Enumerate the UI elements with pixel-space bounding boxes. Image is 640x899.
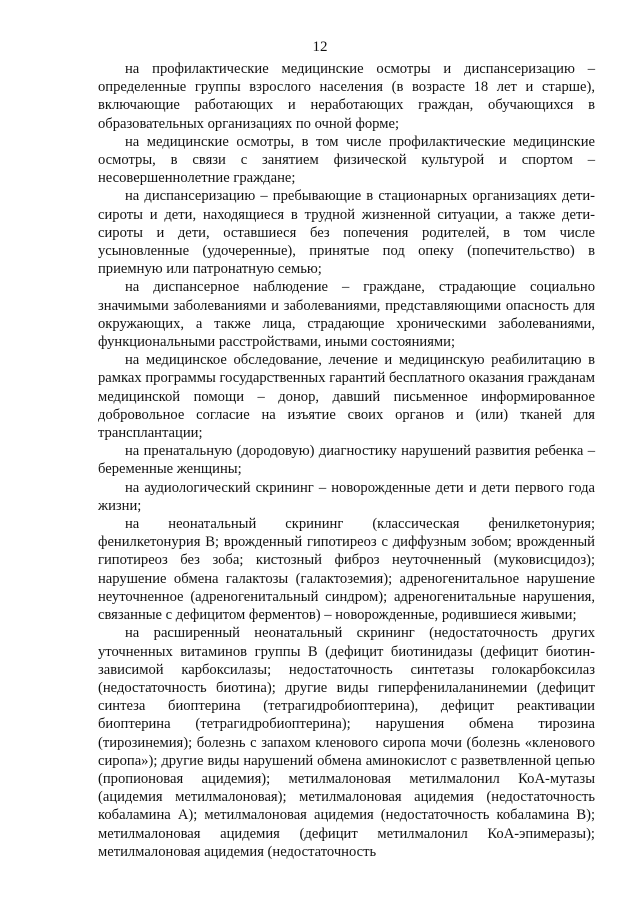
paragraph-audiological-screening: на аудиологический скрининг – новорожденные дети и дети первого года жизни; — [98, 479, 595, 514]
paragraph-extended-neonatal-screening: на расширенный неонатальный скрининг (недостаточность других уточненных витаминов группы В (дефицит биотинидазы (дефицит биотин-зависимой карбоксилазы; недостаточность синтетазы голокарбоксилаз (недостаточность биотина); другие виды гиперфенилаланинемии (дефицит синтеза биоптерина (тетрагидробиоптерина), дефицит реактивации биоптерина (тетрагидробиоптерина); нарушения обмена тирозина (тирозинемия); болезнь с запахом кленового сиропа мочи (болезнь «кленового сиропа»); другие виды нарушений обмена аминокислот с разветвленной цепью (пропионовая ацидемия); метилмалоновая метилмалонил КоА-мутазы (ацидемия метилмалоновая); метилмалоновая ацидемия (недостаточность кобаламина А); метилмалоновая ацидемия (недостаточность кобаламина В); метилмалоновая ацидемия (дефицит метилмалонил КоА-эпимеразы); метилмалоновая ацидемия (недостаточность — [98, 625, 595, 860]
paragraph-orphans-dispensarization: на диспансеризацию – пребывающие в стационарных организациях дети-сироты и дети, находящиеся в трудной жизненной ситуации, а также дети-сироты и дети, оставшиеся без попечения родителей, в том числе усыновленные (удочеренные), принятые под опеку (попечительство) в приемную или патронатную семью; — [98, 188, 595, 278]
paragraph-prenatal-diagnostics: на пренатальную (дородовую) диагностику нарушений развития ребенка – беременные женщины; — [98, 443, 595, 478]
document-body — [98, 60, 595, 861]
paragraph-dispensary-observation: на диспансерное наблюдение – граждане, страдающие социально значимыми заболеваниями и заболеваниями, представляющими опасность для окружающих, а также лица, страдающие хроническими заболеваниями, функциональными расстройствами, иными состояниями; — [98, 279, 595, 351]
paragraph-neonatal-screening: на неонатальный скрининг (классическая фенилкетонурия; фенилкетонурия В; врожденный гипотиреоз с диффузным зобом; врожденный гипотиреоз без зоба; кистозный фиброз неуточненный (муковисцидоз); нарушение обмена галактозы (галактоземия); адреногенитальное нарушение неуточненное (адреногенитальный синдром); адреногенитальные нарушения, связанные с дефицитом ферментов) – новорожденные, родившиеся живыми; — [98, 516, 595, 624]
paragraph-preventive-checkups: на профилактические медицинские осмотры и диспансеризацию – определенные группы взрослого населения (в возрасте 18 лет и старше), включающие работающих и неработающих граждан, обучающихся в образовательных организациях по очной форме; — [98, 61, 595, 132]
page-number: 12 — [312, 39, 328, 55]
paragraph-sports-checkups: на медицинские осмотры, в том числе профилактические медицинские осмотры, в связи с занятием физической культурой и спортом – несовершеннолетние граждане; — [98, 133, 595, 187]
paragraph-organ-donor: на медицинское обследование, лечение и медицинскую реабилитацию в рамках программы государственных гарантий бесплатного оказания гражданам медицинской помощи – донор, давший письменное информированное добровольное согласие на изъятие своих органов и (или) тканей для трансплантации; — [98, 352, 595, 442]
